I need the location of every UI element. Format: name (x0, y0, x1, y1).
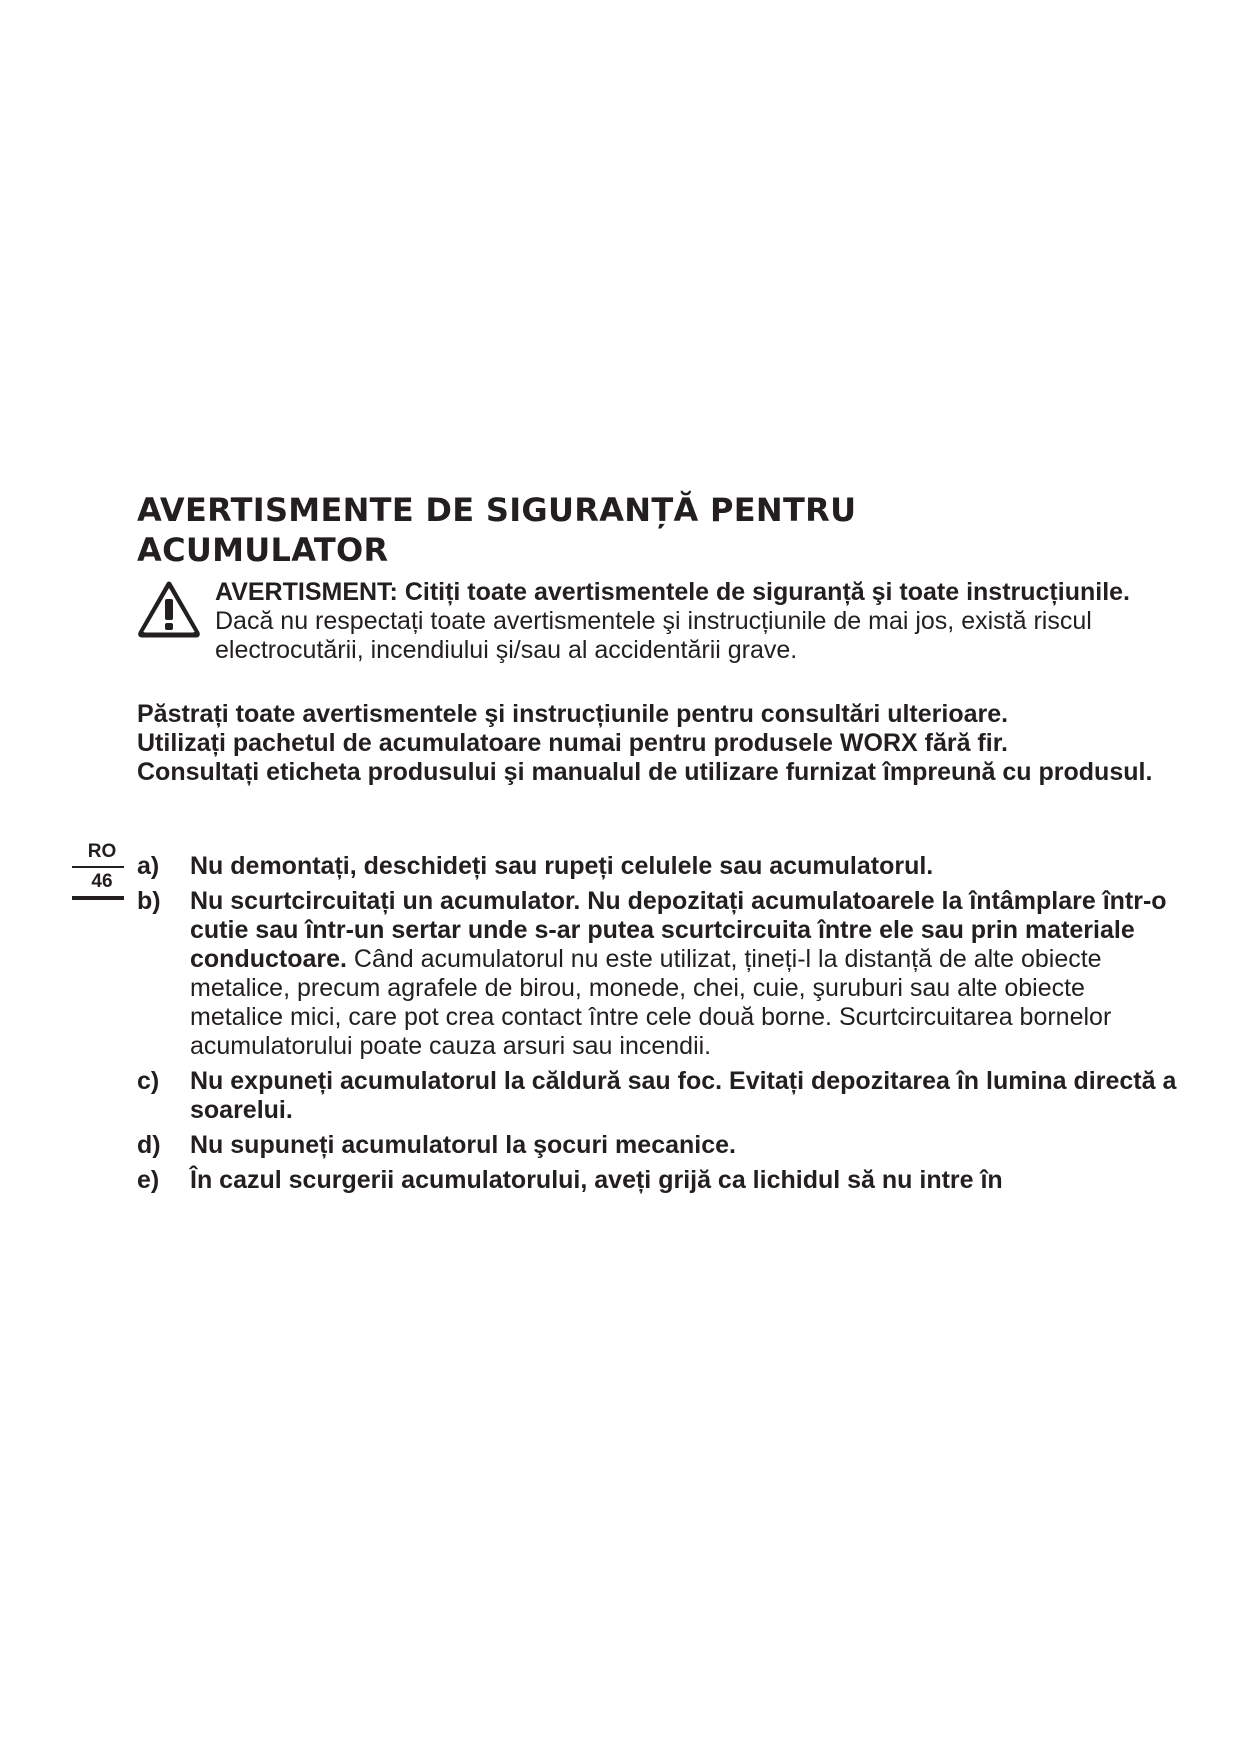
list-item-marker: c) (137, 1067, 160, 1095)
page-side-tab (72, 840, 124, 900)
page-number: 46 (91, 871, 113, 892)
page-title (137, 490, 1137, 570)
keep-notice-line-2: Utilizați pachetul de acumulatoare numai pentru produsele WORX fără fir. (137, 729, 1008, 757)
warning-block (137, 578, 1167, 665)
keep-instructions-notice (137, 700, 1167, 787)
warning-bold-text: AVERTISMENT: Citiți toate avertismentele de siguranță şi toate instrucțiunile. (215, 578, 1130, 606)
language-code: RO (87, 841, 117, 862)
warning-triangle-icon (137, 580, 201, 638)
list-item-bold-text: Nu supuneți acumulatorul la şocuri mecanice. (190, 1131, 736, 1159)
side-tab-underline (72, 896, 124, 900)
page-title-line-1: AVERTISMENTE DE SIGURANȚĂ PENTRU (137, 491, 857, 529)
list-item-marker: e) (137, 1166, 160, 1194)
list-item (137, 1166, 1177, 1195)
side-tab-divider (72, 866, 124, 868)
list-item-bold-text: Nu scurtcircuitați un acumulator. Nu depozitați acumulatoarele la întâmplare într-o cutie sau într-un sertar unde s-ar putea scurtcircuita între ele sau prin materiale conductoare. (190, 887, 1167, 973)
keep-notice-line-3: Consultați eticheta produsului şi manualul de utilizare furnizat împreună cu produsul. (137, 758, 1153, 786)
warning-text: Dacă nu respectați toate avertismentele şi instrucțiunile de mai jos, există riscul electrocutării, incendiului şi/sau al accidentării grave. (215, 607, 1092, 664)
list-item-bold-text: Nu expuneți acumulatorul la căldură sau foc. Evitați depozitarea în lumina directă a soarelui. (190, 1067, 1177, 1124)
list-item (137, 887, 1177, 1061)
list-item-marker: b) (137, 887, 161, 915)
list-item-marker: a) (137, 852, 160, 880)
list-item-bold-text: Nu demontați, deschideți sau rupeți celulele sau acumulatorul. (190, 852, 934, 880)
list-item (137, 852, 1177, 881)
page-title-line-2: ACUMULATOR (137, 531, 389, 569)
safety-items-list (137, 852, 1177, 1201)
list-item-bold-text: În cazul scurgerii acumulatorului, aveți grijă ca lichidul să nu intre în (190, 1166, 1003, 1194)
list-item-marker: d) (137, 1131, 161, 1159)
keep-notice-line-1: Păstrați toate avertismentele şi instrucțiunile pentru consultări ulterioare. (137, 700, 1009, 728)
list-item (137, 1131, 1177, 1160)
list-item-text: Când acumulatorul nu este utilizat, țineți-l la distanță de alte obiecte metalice, precum agrafele de birou, monede, chei, cuie, şuruburi sau alte obiecte metalice mici, care pot crea contact între cele două borne. Scurtcircuitarea bornelor acumulatorului poate cauza arsuri sau incendii. (190, 945, 1112, 1060)
list-item (137, 1067, 1177, 1125)
